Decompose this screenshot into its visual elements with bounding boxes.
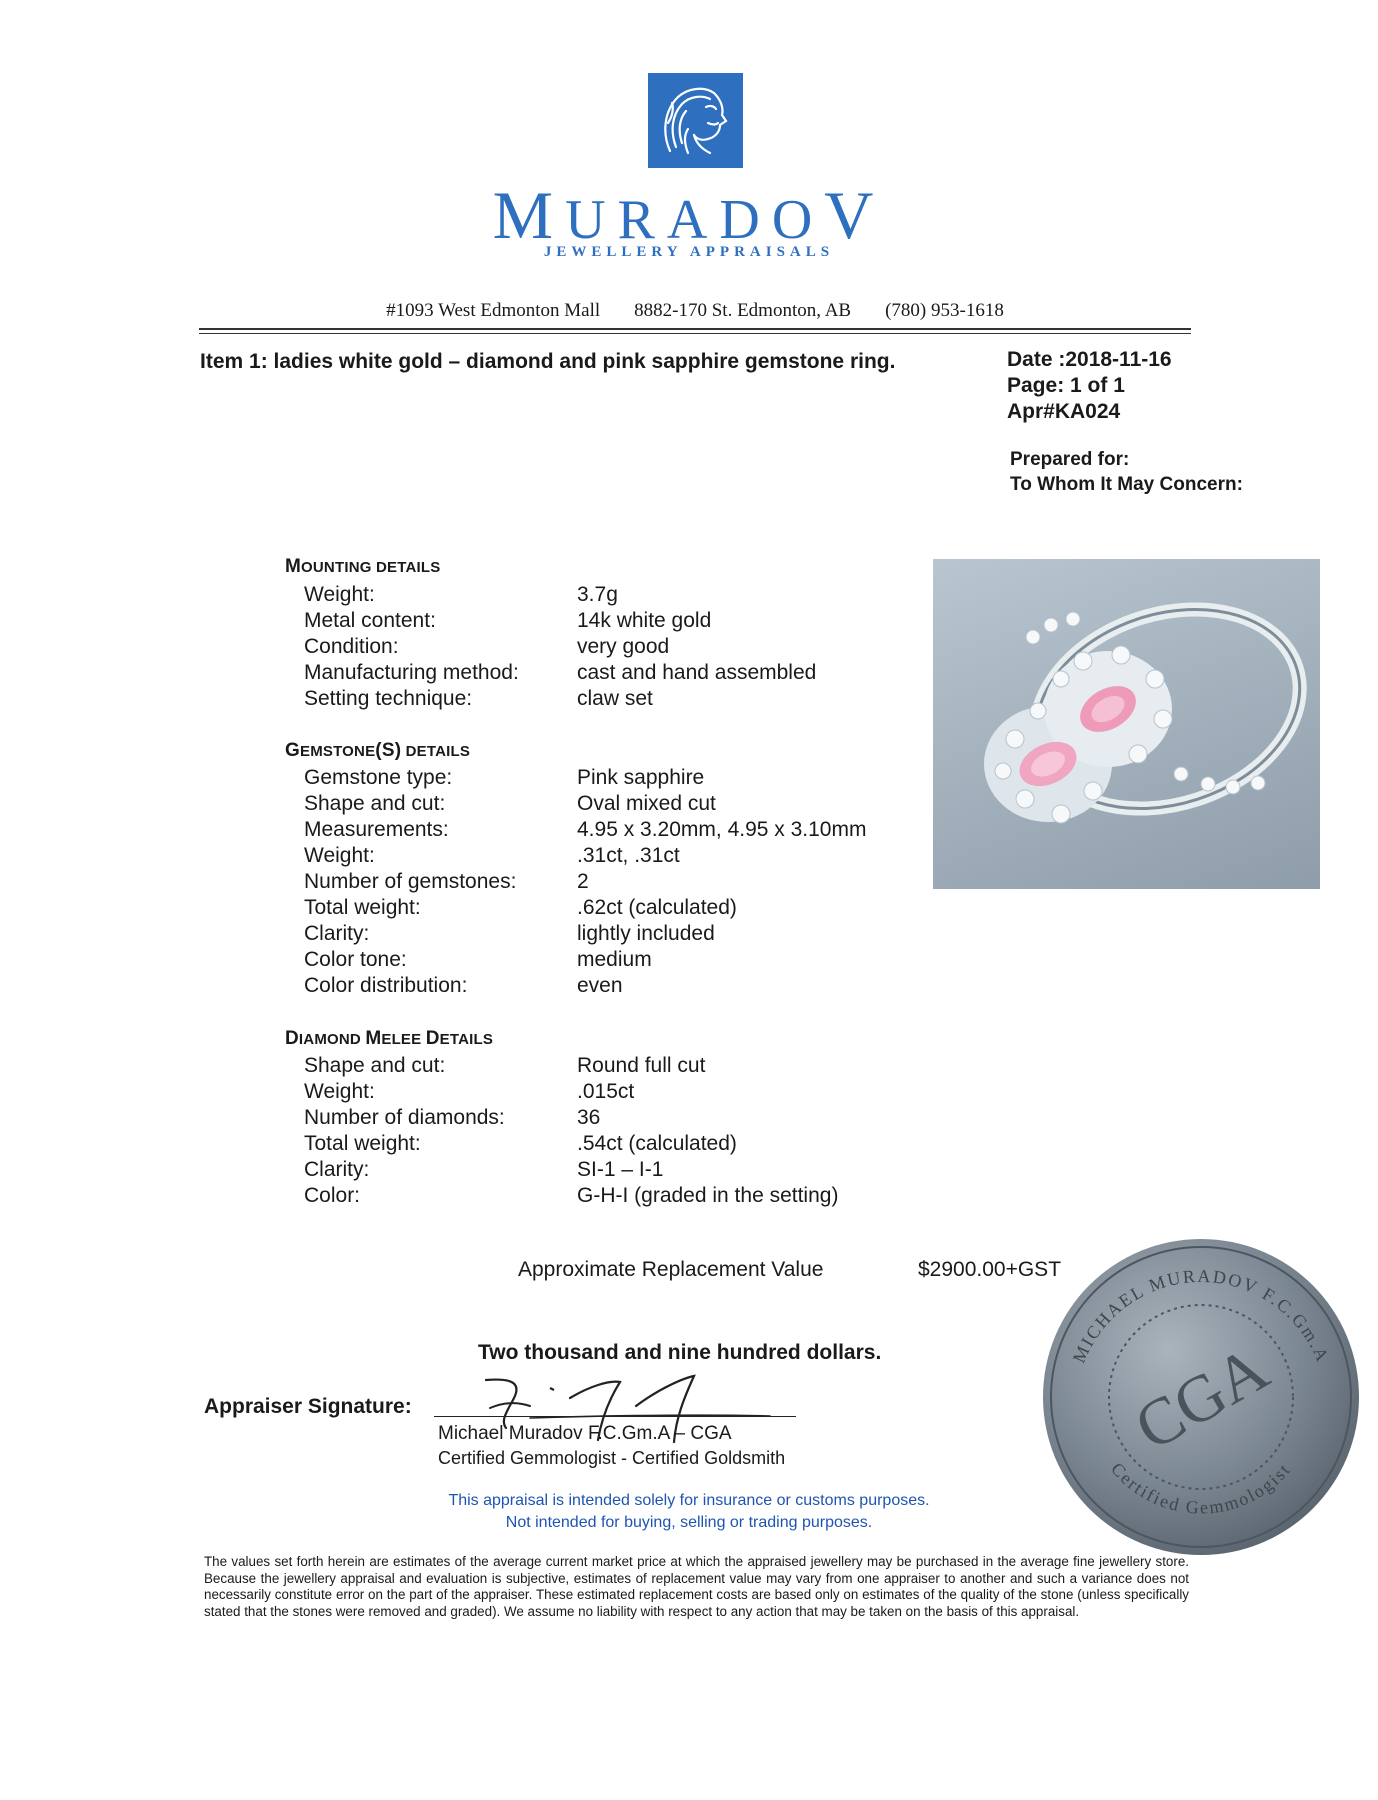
diamond-row-label: Number of diamonds: — [304, 1106, 505, 1129]
gemstone-row-label: Measurements: — [304, 818, 449, 841]
diamond-row — [304, 1080, 924, 1106]
seal-center-text: CGA — [1123, 1331, 1281, 1465]
gemstone-row — [304, 818, 924, 844]
gemstone-row — [304, 844, 924, 870]
mounting-row-value: cast and hand assembled — [577, 661, 817, 684]
header-rule-top — [199, 328, 1191, 330]
gemstone-row — [304, 792, 924, 818]
gemstone-row-label: Clarity: — [304, 922, 370, 945]
mounting-row-value: claw set — [577, 687, 653, 710]
address-city: 8882-170 St. Edmonton, AB — [634, 300, 852, 321]
appraiser-name: Michael Muradov F.C.Gm.A – CGA — [438, 1423, 732, 1444]
mounting-row — [304, 583, 924, 609]
gemstone-details-heading: GEMSTONE(S) DETAILS — [285, 740, 471, 761]
gemstone-row-value: .31ct, .31ct — [577, 844, 680, 867]
disclaimer: The values set forth herein are estimates of the average current market price at which the appraised jewellery may be purchased in the average fine jewellery store. Because the jewellery appraisal and evaluation is subjective, estimates of replacement value may vary from one appraiser to another and such a variance does not necessarily constitute error on the part of the appraiser. These estimated replacement costs are based only on estimates of the quality of the stone (unless specifically stated that the stones were removed and graded). We assume no liability with respect to any action that may be taken on the basis of this appraisal. — [204, 1554, 1189, 1619]
mounting-row-value: 3.7g — [577, 583, 618, 606]
diamond-details-heading: DIAMOND MELEE DETAILS — [285, 1028, 494, 1049]
diamond-row-label: Color: — [304, 1184, 361, 1207]
prepared-for-value: To Whom It May Concern: — [1010, 474, 1243, 495]
appraisal-meta — [1007, 347, 1172, 425]
mounting-row-value: very good — [577, 635, 670, 658]
diamond-row-label: Shape and cut: — [304, 1054, 446, 1077]
gemstone-row-value: medium — [577, 948, 652, 971]
diamond-row — [304, 1054, 924, 1080]
mounting-row-value: 14k white gold — [577, 609, 712, 632]
diamond-row-label: Clarity: — [304, 1158, 370, 1181]
diamond-row-value: .54ct (calculated) — [577, 1132, 737, 1155]
mounting-row-label: Metal content: — [304, 609, 436, 632]
replacement-value-label: Approximate Replacement Value — [518, 1258, 824, 1281]
gemstone-row — [304, 766, 924, 792]
page-number: Page: 1 of 1 — [1007, 374, 1125, 397]
mounting-row — [304, 687, 924, 713]
appraiser-signature-label: Appraiser Signature: — [204, 1395, 412, 1418]
gemstone-row-value: .62ct (calculated) — [577, 896, 737, 919]
gemstone-row — [304, 870, 924, 896]
mounting-row-label: Weight: — [304, 583, 375, 606]
gemstone-row-label: Total weight: — [304, 896, 421, 919]
gemstone-row-value: even — [577, 974, 623, 997]
diamond-row-value: 36 — [577, 1106, 601, 1129]
gemstone-row-label: Gemstone type: — [304, 766, 453, 789]
gemstone-row-label: Color tone: — [304, 948, 407, 971]
replacement-value-words: Two thousand and nine hundred dollars. — [478, 1341, 882, 1364]
diamond-row-label: Total weight: — [304, 1132, 421, 1155]
gemstone-row-value: 2 — [577, 870, 589, 893]
brand-name: MURADOV — [492, 177, 886, 253]
mounting-row — [304, 635, 924, 661]
address-line — [200, 300, 1190, 322]
diamond-row — [304, 1132, 924, 1158]
mounting-row-label: Manufacturing method: — [304, 661, 519, 684]
header-rule-bottom — [199, 333, 1191, 334]
gemstone-row-label: Weight: — [304, 844, 375, 867]
mounting-details-heading: MOUNTING DETAILS — [285, 556, 441, 577]
gemstone-row — [304, 922, 924, 948]
appraiser-title: Certified Gemmologist - Certified Goldsmith — [438, 1448, 786, 1468]
mounting-row — [304, 661, 924, 687]
diamond-row-value: .015ct — [577, 1080, 635, 1103]
gemstone-row — [304, 948, 924, 974]
prepared-for — [1010, 447, 1243, 497]
diamond-row — [304, 1158, 924, 1184]
usage-notice-line-1: This appraisal is intended solely for insurance or customs purposes. — [448, 1492, 930, 1509]
appraisal-number: Apr#KA024 — [1007, 400, 1121, 423]
replacement-value-amount: $2900.00+GST — [918, 1258, 1062, 1281]
gemstone-row-label: Shape and cut: — [304, 792, 446, 815]
diamond-row-value: SI-1 – I-1 — [577, 1158, 664, 1181]
diamond-row-value: G-H-I (graded in the setting) — [577, 1184, 839, 1207]
lion-head-icon — [648, 73, 743, 168]
gemstone-row — [304, 896, 924, 922]
appraisal-date: Date :2018-11-16 — [1007, 348, 1172, 371]
gemstone-row-label: Color distribution: — [304, 974, 468, 997]
cga-seal-icon — [1036, 1232, 1366, 1562]
gemstone-row-value: lightly included — [577, 922, 715, 945]
mounting-row — [304, 609, 924, 635]
diamond-row-label: Weight: — [304, 1080, 375, 1103]
gemstone-row-value: Pink sapphire — [577, 766, 705, 789]
gemstone-row-value: Oval mixed cut — [577, 792, 716, 815]
usage-notice-line-2: Not intended for buying, selling or trading purposes. — [505, 1514, 873, 1531]
item-title: Item 1: ladies white gold – diamond and pink sapphire gemstone ring. — [200, 350, 896, 373]
gemstone-row — [304, 974, 924, 1000]
diamond-row — [304, 1184, 924, 1210]
ring-photo — [933, 559, 1320, 889]
brand-tagline: JEWELLERY APPRAISALS — [543, 244, 835, 260]
seal-ring-bottom: Certified Gemmologist — [1107, 1458, 1295, 1518]
seal-ring-top: MICHAEL MURADOV F.C.Gm.A — [1068, 1265, 1334, 1366]
mounting-row-label: Condition: — [304, 635, 399, 658]
diamond-row — [304, 1106, 924, 1132]
address-phone: (780) 953-1618 — [885, 300, 1004, 321]
prepared-for-label: Prepared for: — [1010, 449, 1130, 470]
diamond-row-value: Round full cut — [577, 1054, 706, 1077]
address-street: #1093 West Edmonton Mall — [386, 300, 601, 321]
mounting-row-label: Setting technique: — [304, 687, 473, 710]
gemstone-row-label: Number of gemstones: — [304, 870, 517, 893]
gemstone-row-value: 4.95 x 3.20mm, 4.95 x 3.10mm — [577, 818, 867, 841]
